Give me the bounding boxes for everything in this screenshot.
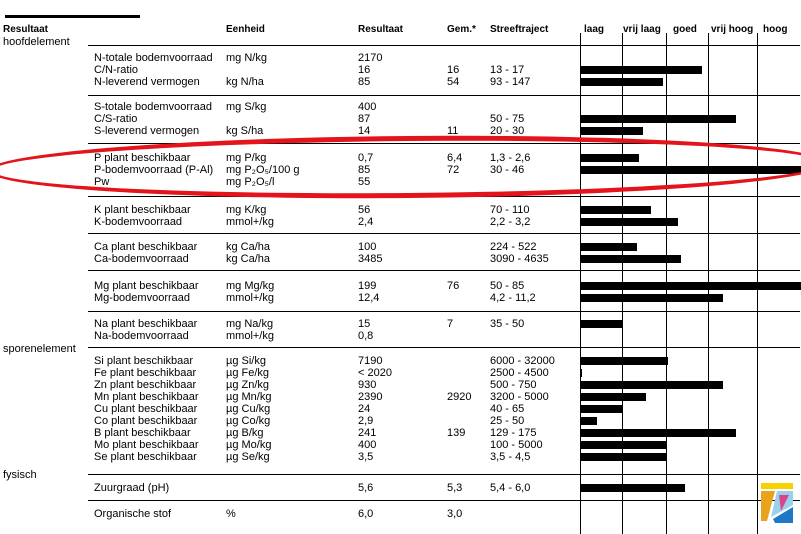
result-bar: [580, 294, 723, 302]
row-result: 930: [358, 379, 377, 391]
row-unit: µg Zn/kg: [226, 379, 270, 391]
row-gem: 54: [447, 76, 460, 88]
row-result: 2,4: [358, 216, 374, 228]
row-streeftraject: 224 - 522: [490, 241, 537, 253]
row-name: Mg plant beschikbaar: [94, 280, 199, 292]
row-streeftraject: 50 - 85: [490, 280, 525, 292]
row-result: 12,4: [358, 292, 380, 304]
row-name: Na plant beschikbaar: [94, 318, 198, 330]
row-result: 14: [358, 125, 371, 137]
row-name: N-leverend vermogen: [94, 76, 200, 88]
row-name: Organische stof: [94, 508, 172, 520]
section-fysisch: fysisch: [3, 469, 37, 481]
row-result: 87: [358, 113, 371, 125]
group-divider: [88, 347, 800, 348]
row-name: Si plant beschikbaar: [94, 355, 194, 367]
row-gem: 2920: [447, 391, 472, 403]
row-streeftraject: 13 - 17: [490, 64, 525, 76]
row-name: B plant beschikbaar: [94, 427, 191, 439]
row-streeftraject: 5,4 - 6,0: [490, 482, 531, 494]
result-bar: [580, 218, 678, 226]
row-gem: 3,0: [447, 508, 463, 520]
row-result: 15: [358, 318, 371, 330]
row-gem: 11: [447, 125, 459, 137]
row-name: Cu plant beschikbaar: [94, 403, 198, 415]
row-result: 3485: [358, 253, 383, 265]
header-laag: laag: [584, 24, 605, 35]
row-streeftraject: 35 - 50: [490, 318, 525, 330]
row-streeftraject: 100 - 5000: [490, 439, 543, 451]
row-name: Ca plant beschikbaar: [94, 241, 198, 253]
row-result: 55: [358, 176, 371, 188]
row-unit: mmol+/kg: [226, 292, 274, 304]
result-bar: [580, 320, 623, 328]
row-unit: mg P₂O₅/l: [226, 176, 275, 188]
section-hoofdelement: hoofdelement: [3, 36, 70, 48]
row-unit: mmol+/kg: [226, 330, 274, 342]
result-bar: [580, 206, 651, 214]
group-divider: [88, 500, 800, 501]
row-unit: mg Na/kg: [226, 318, 274, 330]
header-gem: Gem.*: [447, 24, 476, 35]
result-bar: [580, 429, 736, 437]
row-name: C/S-ratio: [94, 113, 138, 125]
row-streeftraject: 3200 - 5000: [490, 391, 549, 403]
row-result: 85: [358, 164, 371, 176]
row-result: 0,7: [358, 152, 374, 164]
row-name: Se plant beschikbaar: [94, 451, 197, 463]
row-result: 400: [358, 101, 377, 113]
result-bar: [580, 243, 637, 251]
row-streeftraject: 1,3 - 2,6: [490, 152, 531, 164]
row-result: 2,9: [358, 415, 374, 427]
row-unit: kg Ca/ha: [226, 253, 271, 265]
row-streeftraject: 129 - 175: [490, 427, 537, 439]
row-name: Mn plant beschikbaar: [94, 391, 199, 403]
row-streeftraject: 50 - 75: [490, 113, 525, 125]
result-bar: [580, 393, 646, 401]
row-result: 24: [358, 403, 371, 415]
result-bar: [580, 369, 582, 377]
row-streeftraject: 3,5 - 4,5: [490, 451, 531, 463]
result-bar: [580, 381, 723, 389]
result-bar: [580, 484, 685, 492]
group-divider: [88, 233, 800, 234]
row-gem: 16: [447, 64, 460, 76]
result-bar: [580, 417, 597, 425]
row-result: 16: [358, 64, 371, 76]
section-sporenelement: sporenelement: [3, 343, 76, 355]
group-divider: [88, 474, 800, 475]
row-result: 400: [358, 439, 377, 451]
row-unit: µg Co/kg: [226, 415, 271, 427]
header-vrij-laag: vrij laag: [623, 24, 661, 35]
top-rule: [5, 15, 140, 18]
row-unit: µg Cu/kg: [226, 403, 271, 415]
header-hoog: hoog: [763, 24, 788, 35]
row-streeftraject: 30 - 46: [490, 164, 525, 176]
header-result: Resultaat: [358, 24, 404, 35]
row-unit: µg Mo/kg: [226, 439, 272, 451]
row-streeftraject: 500 - 750: [490, 379, 537, 391]
row-unit: mg K/kg: [226, 204, 267, 216]
row-streeftraject: 3090 - 4635: [490, 253, 549, 265]
row-name: C/N-ratio: [94, 64, 139, 76]
row-name: Mo plant beschikbaar: [94, 439, 199, 451]
row-unit: kg S/ha: [226, 125, 264, 137]
row-gem: 76: [447, 280, 460, 292]
group-divider: [88, 270, 800, 271]
row-streeftraject: 20 - 30: [490, 125, 525, 137]
row-result: 5,6: [358, 482, 374, 494]
row-name: Zuurgraad (pH): [94, 482, 170, 494]
group-divider: [88, 45, 800, 46]
row-unit: mmol+/kg: [226, 216, 274, 228]
row-result: 6,0: [358, 508, 374, 520]
row-streeftraject: 2,2 - 3,2: [490, 216, 531, 228]
row-result: 199: [358, 280, 377, 292]
group-divider: [88, 311, 800, 312]
row-name: P-bodemvoorraad (P-Al): [94, 164, 214, 176]
row-result: 56: [358, 204, 371, 216]
group-divider: [88, 95, 800, 96]
header-streeftraject: Streeftraject: [490, 24, 549, 35]
row-unit: µg Mn/kg: [226, 391, 272, 403]
result-bar: [580, 255, 681, 263]
row-streeftraject: 2500 - 4500: [490, 367, 549, 379]
row-name: Zn plant beschikbaar: [94, 379, 197, 391]
row-name: S-totale bodemvoorraad: [94, 101, 213, 113]
row-gem: 6,4: [447, 152, 463, 164]
row-result: 241: [358, 427, 377, 439]
result-bar: [580, 405, 623, 413]
row-streeftraject: 70 - 110: [490, 204, 530, 216]
row-unit: µg Se/kg: [226, 451, 270, 463]
row-streeftraject: 25 - 50: [490, 415, 525, 427]
result-bar: [580, 78, 663, 86]
row-gem: 7: [447, 318, 454, 330]
row-result: 2170: [358, 52, 383, 64]
header-resultaat: Resultaat: [3, 24, 49, 35]
row-name: S-leverend vermogen: [94, 125, 200, 137]
result-bar: [580, 453, 667, 461]
result-bar: [580, 441, 667, 449]
header-eenheid: Eenheid: [226, 24, 265, 35]
row-name: Ca-bodemvoorraad: [94, 253, 189, 265]
header-goed: goed: [673, 24, 697, 35]
row-unit: µg Si/kg: [226, 355, 266, 367]
row-result: 7190: [358, 355, 383, 367]
row-name: Pw: [94, 176, 110, 188]
row-unit: kg N/ha: [226, 76, 264, 88]
row-unit: mg S/kg: [226, 101, 267, 113]
row-streeftraject: 40 - 65: [490, 403, 525, 415]
row-result: 3,5: [358, 451, 374, 463]
result-bar: [580, 282, 801, 290]
row-unit: mg N/kg: [226, 52, 267, 64]
row-streeftraject: 4,2 - 11,2: [490, 292, 536, 304]
row-name: Na-bodemvoorraad: [94, 330, 189, 342]
row-name: Co plant beschikbaar: [94, 415, 198, 427]
row-result: 2390: [358, 391, 383, 403]
row-result: 100: [358, 241, 377, 253]
row-gem: 5,3: [447, 482, 463, 494]
brand-logo-icon: [757, 481, 797, 525]
row-name: P plant beschikbaar: [94, 152, 191, 164]
row-unit: µg Fe/kg: [226, 367, 270, 379]
result-bar: [580, 357, 668, 365]
row-result: 85: [358, 76, 371, 88]
row-name: Mg-bodemvoorraad: [94, 292, 190, 304]
result-bar: [580, 115, 736, 123]
result-bar: [580, 66, 702, 74]
row-unit: mg P₂O₅/100 g: [226, 164, 300, 176]
row-name: K plant beschikbaar: [94, 204, 191, 216]
row-unit: mg P/kg: [226, 152, 267, 164]
row-gem: 139: [447, 427, 466, 439]
row-name: Fe plant beschikbaar: [94, 367, 197, 379]
row-unit: mg Mg/kg: [226, 280, 275, 292]
row-result: 0,8: [358, 330, 374, 342]
row-unit: %: [226, 508, 236, 520]
row-streeftraject: 93 - 147: [490, 76, 531, 88]
row-gem: 72: [447, 164, 460, 176]
header-vrij-hoog: vrij hoog: [711, 24, 754, 35]
row-result: < 2020: [358, 367, 392, 379]
row-streeftraject: 6000 - 32000: [490, 355, 555, 367]
row-unit: kg Ca/ha: [226, 241, 271, 253]
row-unit: µg B/kg: [226, 427, 264, 439]
row-name: K-bodemvoorraad: [94, 216, 183, 228]
result-bar: [580, 127, 643, 135]
row-name: N-totale bodemvoorraad: [94, 52, 213, 64]
